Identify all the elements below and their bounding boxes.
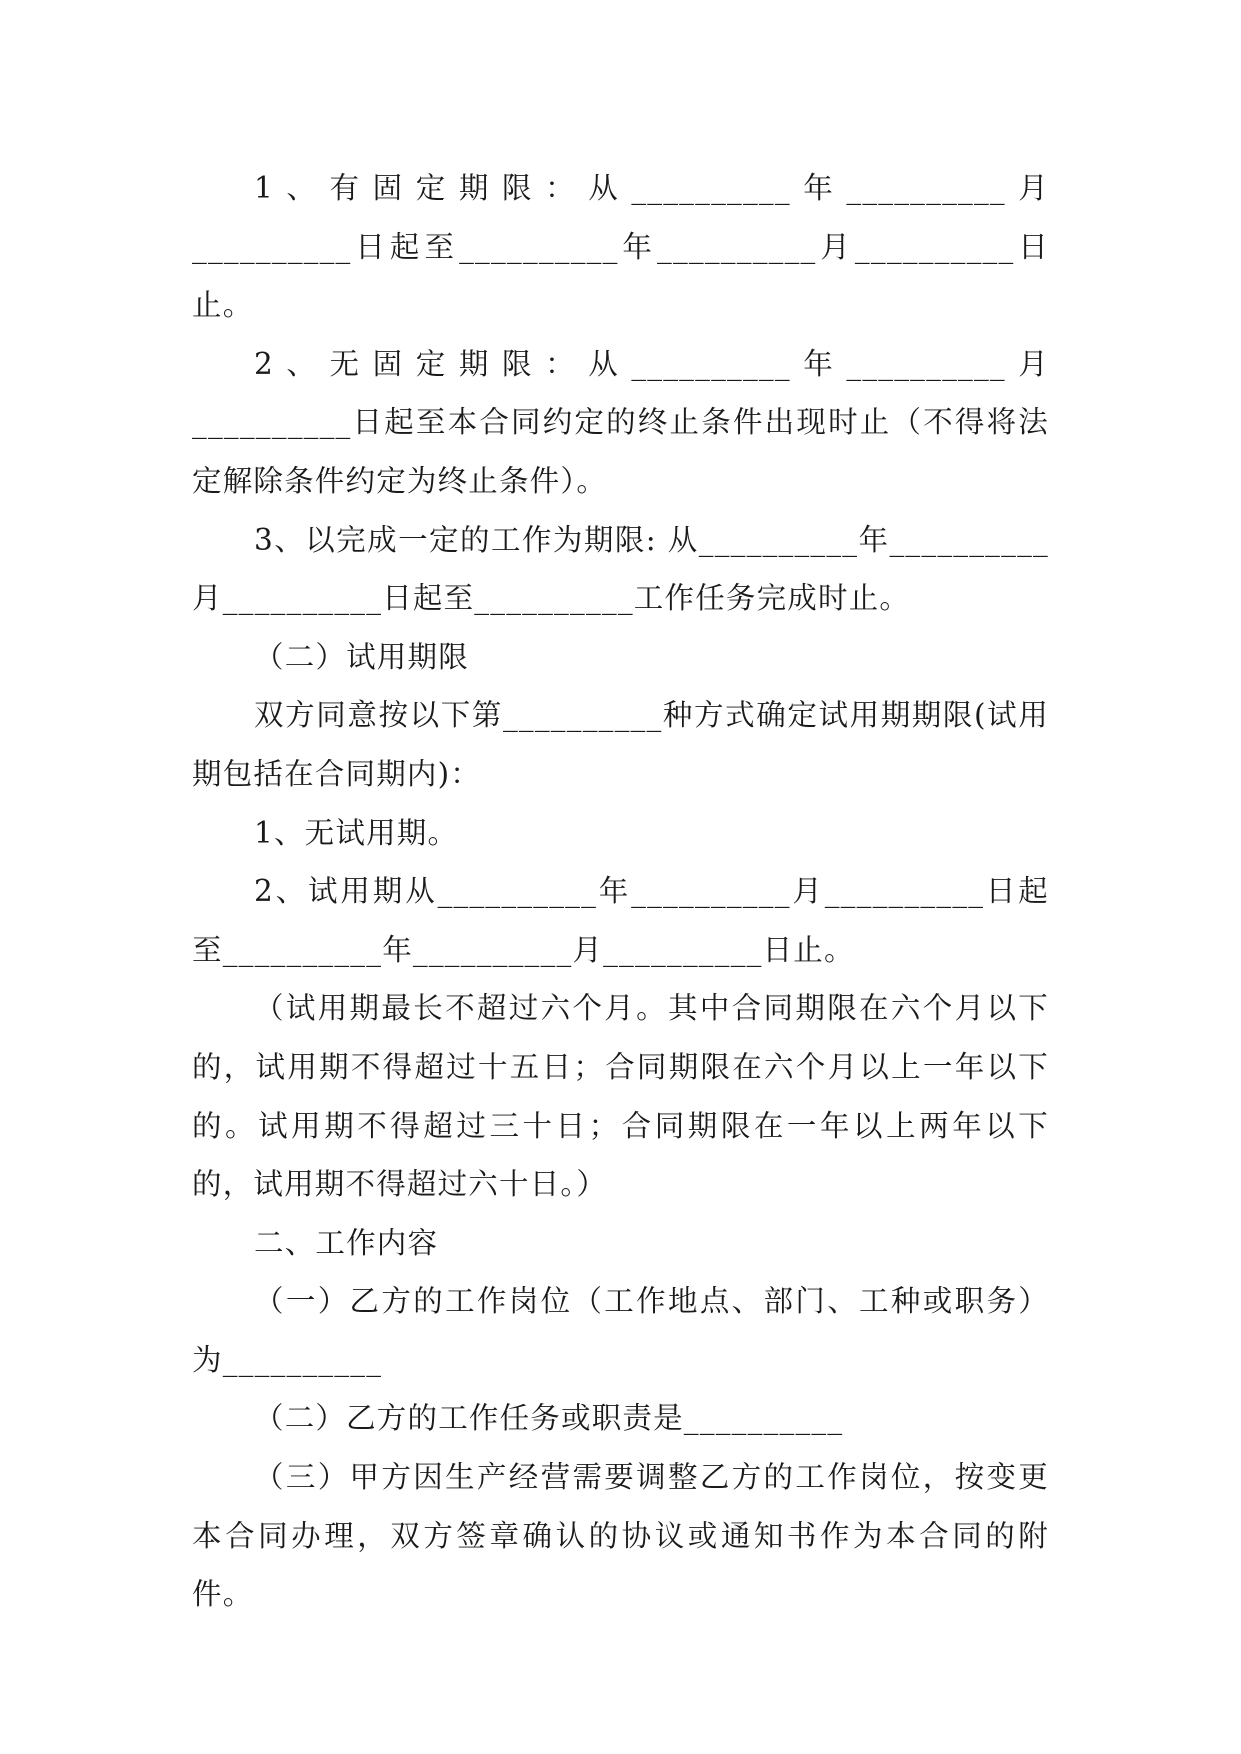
paragraph-fixed-term: 1、有固定期限：从__________年__________月__________日起至__________年__________月__________日止。 <box>192 171 1049 323</box>
paragraph-work-duties: （二）乙方的工作任务或职责是__________ <box>254 1401 844 1436</box>
heading-probation: （二）试用期限 <box>254 639 469 674</box>
paragraph-work-position: （一）乙方的工作岗位（工作地点、部门、工种或职务）为__________ <box>192 1284 1049 1377</box>
paragraph-probation-period: 2、试用期从__________年__________月__________日起至__________年__________月__________日止。 <box>192 874 1049 967</box>
paragraph-open-term: 2、无固定期限：从__________年__________月__________日起至本合同约定的终止条件出现时止（不得将法定解除条件约定为终止条件）。 <box>192 346 1049 498</box>
paragraph-probation-choice: 双方同意按以下第__________种方式确定试用期期限(试用期包括在合同期内)： <box>192 698 1049 791</box>
paragraph-position-adjustment: （三）甲方因生产经营需要调整乙方的工作岗位，按变更本合同办理，双方签章确认的协议或通知书作为本合同的附件。 <box>192 1460 1049 1612</box>
paragraph-no-probation: 1、无试用期。 <box>254 815 459 850</box>
paragraph-probation-limits: （试用期最长不超过六个月。其中合同期限在六个月以下的，试用期不得超过十五日；合同期限在六个月以上一年以下的。试用期不得超过三十日；合同期限在一年以上两年以下的，试用期不得超过六十日。） <box>192 991 1049 1202</box>
paragraph-task-term: 3、以完成一定的工作为期限: 从__________年__________月__________日起至__________工作任务完成时止。 <box>192 522 1049 616</box>
document-body <box>192 159 1049 1624</box>
heading-work-content: 二、工作内容 <box>254 1225 439 1260</box>
